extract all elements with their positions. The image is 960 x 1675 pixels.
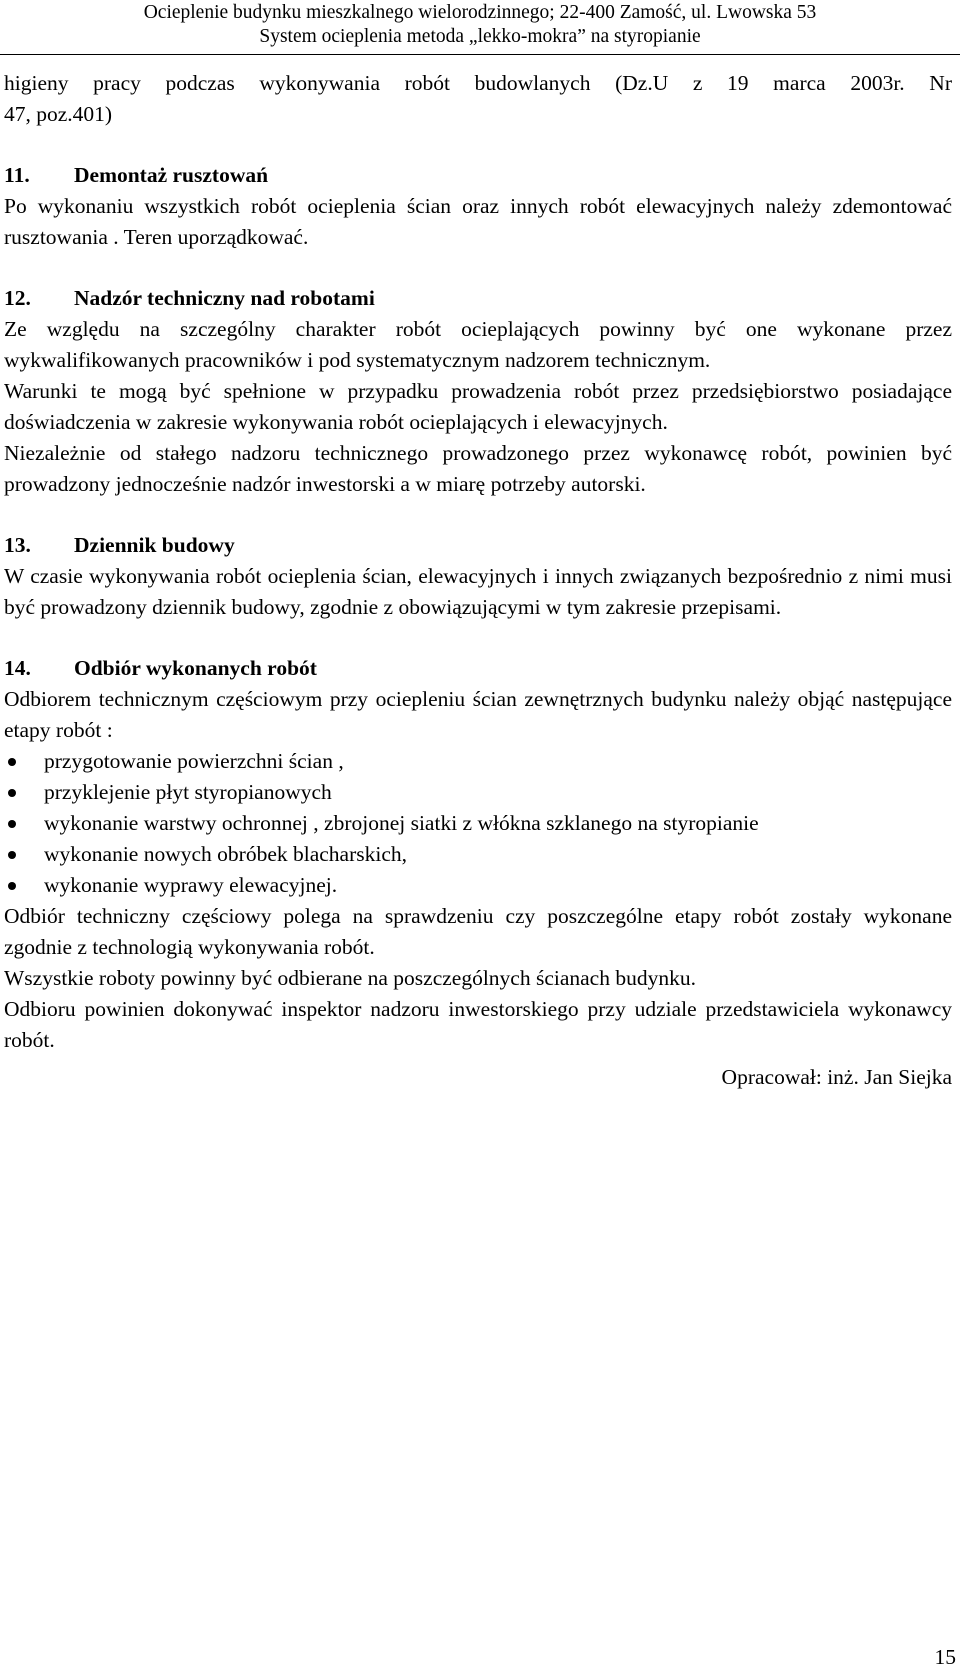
section-number: 13. [4, 533, 31, 557]
list-item [4, 746, 952, 777]
section-paragraph: Ze względu na szczególny charakter robót ocieplających powinny być one wykonane przez wykwalifikowanych pracowników i pod systematycznym nadzorem technicznym. [4, 317, 952, 372]
bullet-icon [8, 758, 16, 766]
section-number: 14. [4, 656, 31, 680]
author-signature: Opracował: inż. Jan Siejka [721, 1065, 952, 1089]
bullet-icon [8, 851, 16, 859]
list-item-text: wykonanie wyprawy elewacyjnej. [44, 873, 338, 897]
list-item [4, 808, 952, 839]
page-header [0, 0, 960, 55]
bullet-list [4, 746, 952, 901]
page-number: 15 [934, 1645, 956, 1669]
section-11 [4, 160, 952, 253]
section-13 [4, 530, 952, 623]
section-title: Dziennik budowy [74, 533, 235, 557]
section-paragraph: Odbioru powinien dokonywać inspektor nadzoru inwestorskiego przy udziale przedstawiciela wykonawcy robót. [4, 997, 952, 1052]
list-item [4, 777, 952, 808]
section-title: Demontaż rusztowań [74, 163, 269, 187]
header-title: Ocieplenie budynku mieszkalnego wielorodzinnego; 22-400 Zamość, ul. Lwowska 53 [143, 2, 817, 23]
section-paragraph: Wszystkie roboty powinny być odbierane na poszczególnych ścianach budynku. [4, 966, 696, 990]
intro-line-1: higieny pracy podczas wykonywania robót budowlanych (Dz.U z 19 marca 2003r. Nr [4, 71, 952, 95]
section-number: 11. [4, 163, 30, 187]
section-heading [4, 160, 952, 191]
section-heading [4, 530, 952, 561]
section-heading [4, 283, 952, 314]
document-body [4, 68, 952, 1093]
list-item [4, 870, 952, 901]
section-title: Odbiór wykonanych robót [74, 656, 317, 680]
list-item-text: przygotowanie powierzchni ścian , [44, 749, 344, 773]
list-item-text: przyklejenie płyt styropianowych [44, 780, 332, 804]
section-paragraph: Po wykonaniu wszystkich robót ocieplenia ścian oraz innych robót elewacyjnych należy zdemontować rusztowania . Teren uporządkować. [4, 194, 952, 249]
section-heading [4, 653, 952, 684]
bullet-icon [8, 789, 16, 797]
section-paragraph: W czasie wykonywania robót ocieplenia ścian, elewacyjnych i innych związanych bezpośrednio z nimi musi być prowadzony dziennik budowy, zgodnie z obowiązującymi w tym zakresie przepisami. [4, 564, 952, 619]
section-title: Nadzór techniczny nad robotami [74, 286, 375, 310]
section-paragraph: Odbiorem technicznym częściowym przy ociepleniu ścian zewnętrznych budynku należy objąć następujące etapy robót : [4, 687, 952, 742]
bullet-icon [8, 820, 16, 828]
header-subtitle: System ocieplenia metoda „lekko-mokra” na styropianie [259, 26, 701, 47]
section-paragraph: Warunki te mogą być spełnione w przypadku prowadzenia robót przez przedsiębiorstwo posiadające doświadczenia w zakresie wykonywania robót ocieplających i elewacyjnych. [4, 379, 952, 434]
section-number: 12. [4, 286, 31, 310]
section-paragraph: Niezależnie od stałego nadzoru technicznego prowadzonego przez wykonawcę robót, powinien być prowadzony jednocześnie nadzór inwestorski a w miarę potrzeby autorski. [4, 441, 952, 496]
intro-line-2: 47, poz.401) [4, 102, 113, 126]
list-item [4, 839, 952, 870]
section-paragraph: Odbiór techniczny częściowy polega na sprawdzeniu czy poszczególne etapy robót zostały wykonane zgodnie z technologią wykonywania robót. [4, 904, 952, 959]
section-12 [4, 283, 952, 500]
bullet-icon [8, 882, 16, 890]
section-14 [4, 653, 952, 1056]
list-item-text: wykonanie warstwy ochronnej , zbrojonej siatki z włókna szklanego na styropianie [44, 811, 759, 835]
list-item-text: wykonanie nowych obróbek blacharskich, [44, 842, 408, 866]
